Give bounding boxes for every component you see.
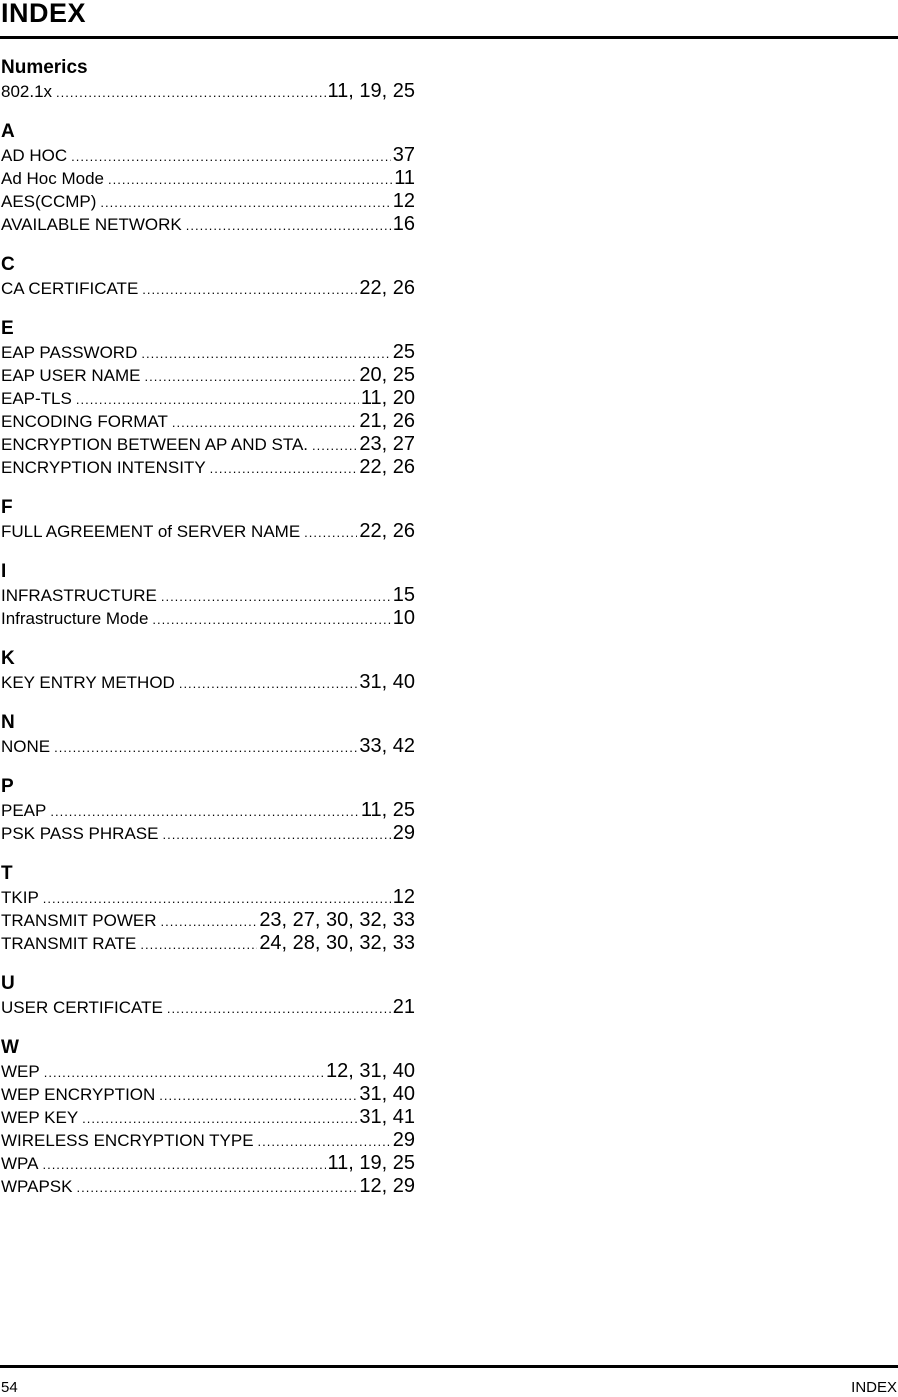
index-page-refs: 23, 27 xyxy=(359,433,415,455)
dot-leader xyxy=(54,736,357,759)
index-term: EAP USER NAME xyxy=(1,366,141,385)
dot-leader xyxy=(167,997,391,1020)
index-page-refs: 11, 25 xyxy=(360,799,415,821)
index-entry xyxy=(1,213,415,236)
index-term: Ad Hoc Mode xyxy=(1,169,104,188)
index-term: ENCODING FORMAT xyxy=(1,412,168,431)
index-entry xyxy=(1,1106,415,1129)
footer-page-number: 54 xyxy=(1,1379,18,1396)
index-page-refs: 10 xyxy=(392,607,415,629)
index-entry xyxy=(1,735,415,758)
index-page-refs: 22, 26 xyxy=(359,277,415,299)
index-page-refs: 21, 26 xyxy=(359,410,415,432)
index-page-refs: 16 xyxy=(392,213,415,235)
index-section xyxy=(1,776,415,845)
index-entry xyxy=(1,277,415,300)
section-heading: U xyxy=(1,973,15,994)
index-section xyxy=(1,712,415,758)
dot-leader xyxy=(43,887,391,910)
index-term: 802.1x xyxy=(1,82,53,101)
section-heading: N xyxy=(1,712,15,733)
dot-leader xyxy=(161,910,258,933)
index-entry xyxy=(1,932,415,955)
dot-leader xyxy=(258,1130,391,1153)
index-term: WPA xyxy=(1,1154,39,1173)
index-page-refs: 12, 31, 40 xyxy=(326,1060,415,1082)
index-term: PSK PASS PHRASE xyxy=(1,824,159,843)
index-entry xyxy=(1,144,415,167)
footer-section-name: INDEX xyxy=(851,1379,897,1396)
index-page-refs: 24, 28, 30, 32, 33 xyxy=(259,932,415,954)
index-section xyxy=(1,57,415,103)
index-entry xyxy=(1,190,415,213)
index-entry xyxy=(1,799,415,822)
index-term: USER CERTIFICATE xyxy=(1,998,163,1017)
dot-leader xyxy=(76,388,359,411)
index-page-refs: 12, 29 xyxy=(359,1175,415,1197)
dot-leader xyxy=(161,585,391,608)
index-page-refs: 11, 20 xyxy=(360,387,415,409)
dot-leader xyxy=(76,1176,357,1199)
index-entry xyxy=(1,167,415,190)
index-page-refs: 12 xyxy=(392,886,415,908)
dot-leader xyxy=(210,457,358,480)
index-term: PEAP xyxy=(1,801,47,820)
index-entry xyxy=(1,886,415,909)
index-entry xyxy=(1,1175,415,1198)
dot-leader xyxy=(108,168,392,191)
index-term: NONE xyxy=(1,737,51,756)
index-term: WPAPSK xyxy=(1,1177,73,1196)
index-term: ENCRYPTION BETWEEN AP AND STA. xyxy=(1,435,309,454)
index-term: WEP KEY xyxy=(1,1108,79,1127)
dot-leader xyxy=(172,411,358,434)
index-term: WEP xyxy=(1,1062,40,1081)
index-page-refs: 11, 19, 25 xyxy=(327,80,415,102)
section-heading: E xyxy=(1,318,14,339)
index-page-refs: 21 xyxy=(392,996,415,1018)
index-page-refs: 37 xyxy=(392,144,415,166)
section-heading: K xyxy=(1,648,15,669)
index-term: WIRELESS ENCRYPTION TYPE xyxy=(1,1131,254,1150)
dot-leader xyxy=(44,1061,324,1084)
section-heading: P xyxy=(1,776,14,797)
index-section xyxy=(1,863,415,955)
dot-leader xyxy=(179,672,358,695)
dot-leader xyxy=(162,823,390,846)
index-term: TRANSMIT RATE xyxy=(1,934,137,953)
dot-leader xyxy=(142,278,357,301)
index-page-refs: 23, 27, 30, 32, 33 xyxy=(259,909,415,931)
index-section xyxy=(1,1037,415,1198)
index-term: EAP PASSWORD xyxy=(1,343,138,362)
dot-leader xyxy=(145,365,358,388)
index-page-refs: 15 xyxy=(392,584,415,606)
index-term: WEP ENCRYPTION xyxy=(1,1085,156,1104)
dot-leader xyxy=(140,933,257,956)
section-heading: T xyxy=(1,863,13,884)
index-page-refs: 20, 25 xyxy=(359,364,415,386)
index-page-refs: 11, 19, 25 xyxy=(327,1152,415,1174)
index-entry xyxy=(1,341,415,364)
index-term: ENCRYPTION INTENSITY xyxy=(1,458,206,477)
index-page-refs: 31, 40 xyxy=(359,1083,415,1105)
index-entry xyxy=(1,607,415,630)
index-page-refs: 22, 26 xyxy=(359,520,415,542)
index-term: KEY ENTRY METHOD xyxy=(1,673,175,692)
index-entry xyxy=(1,410,415,433)
dot-leader xyxy=(100,191,390,214)
header-rule xyxy=(0,36,898,39)
section-heading: I xyxy=(1,561,7,582)
section-heading: A xyxy=(1,121,15,142)
section-heading: W xyxy=(1,1037,19,1058)
index-entry xyxy=(1,1129,415,1152)
index-term: AES(CCMP) xyxy=(1,192,97,211)
section-heading: C xyxy=(1,254,15,275)
index-term: EAP-TLS xyxy=(1,389,72,408)
index-entry xyxy=(1,520,415,543)
dot-leader xyxy=(304,521,357,544)
index-term: FULL AGREEMENT of SERVER NAME xyxy=(1,522,301,541)
index-page-refs: 29 xyxy=(392,1129,415,1151)
section-heading: Numerics xyxy=(1,57,88,78)
dot-leader xyxy=(152,608,390,631)
dot-leader xyxy=(159,1084,357,1107)
index-term: Infrastructure Mode xyxy=(1,609,149,628)
index-entry xyxy=(1,996,415,1019)
index-entry xyxy=(1,387,415,410)
index-entry xyxy=(1,433,415,456)
index-page-refs: 31, 41 xyxy=(359,1106,415,1128)
index-section xyxy=(1,648,415,694)
index-term: INFRASTRUCTURE xyxy=(1,586,157,605)
index-page-refs: 29 xyxy=(392,822,415,844)
index-entry xyxy=(1,909,415,932)
index-entry xyxy=(1,584,415,607)
dot-leader xyxy=(56,81,325,104)
index-term: CA CERTIFICATE xyxy=(1,279,139,298)
dot-leader xyxy=(312,434,357,457)
dot-leader xyxy=(186,214,391,237)
index-entry xyxy=(1,1083,415,1106)
index-entry xyxy=(1,822,415,845)
index-term: AD HOC xyxy=(1,146,68,165)
index-page-refs: 31, 40 xyxy=(359,671,415,693)
index-entry xyxy=(1,671,415,694)
index-page-refs: 22, 26 xyxy=(359,456,415,478)
index-entry xyxy=(1,456,415,479)
index-section xyxy=(1,497,415,543)
dot-leader xyxy=(71,145,391,168)
index-entry xyxy=(1,364,415,387)
index-entry xyxy=(1,1060,415,1083)
index-page-refs: 25 xyxy=(392,341,415,363)
section-heading: F xyxy=(1,497,13,518)
index-list xyxy=(1,57,415,1198)
index-entry xyxy=(1,80,415,103)
index-term: TRANSMIT POWER xyxy=(1,911,157,930)
footer-rule xyxy=(0,1365,898,1368)
index-section xyxy=(1,121,415,236)
dot-leader xyxy=(50,800,359,823)
index-page-refs: 12 xyxy=(392,190,415,212)
index-page-refs: 11 xyxy=(394,167,415,189)
index-section xyxy=(1,254,415,300)
index-entry xyxy=(1,1152,415,1175)
index-section xyxy=(1,973,415,1019)
index-section xyxy=(1,318,415,479)
index-term: AVAILABLE NETWORK xyxy=(1,215,182,234)
index-page-refs: 33, 42 xyxy=(359,735,415,757)
dot-leader xyxy=(82,1107,357,1130)
index-section xyxy=(1,561,415,630)
dot-leader xyxy=(141,342,390,365)
page-title: INDEX xyxy=(1,0,87,28)
index-term: TKIP xyxy=(1,888,39,907)
dot-leader xyxy=(42,1153,325,1176)
